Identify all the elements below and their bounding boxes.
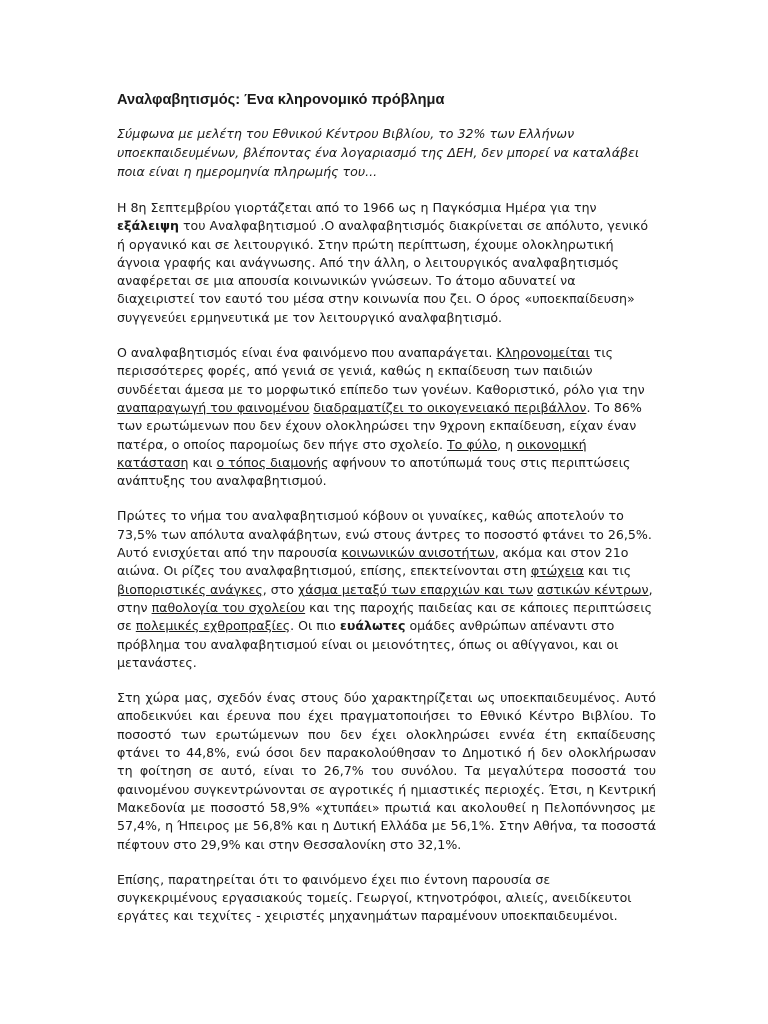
text-line: Η 8η Σεπτεμβρίου γιορτάζεται από το 1966 ως η Παγκόσμια Ημέρα για την	[117, 200, 597, 215]
text-line: μετανάστες.	[117, 654, 197, 670]
underlined-term: διαδραματίζει το οικογενειακό περιβάλλον	[313, 399, 587, 415]
text-line: ποσοστό των ερωτώμενων που δεν έχει ολοκληρώσει εννέα έτη εκπαίδευσης	[117, 726, 656, 742]
text-line: αναπαραγωγή του φαινομένου διαδραματίζει το οικογενειακό περιβάλλον. Το 86%	[117, 399, 642, 415]
text-line: Αυτό ενισχύεται από την παρουσία κοινωνικών ανισοτήτων, ακόμα και στον 21ο	[117, 545, 629, 561]
text-line: αναφέρεται σε μια απουσία κοινωνικών γνώσεων. Το άτομο αδυνατεί να	[117, 273, 576, 289]
text-line: πρόβλημα του αναλφαβητισμού είναι οι μειονότητες, όπως οι αθίγγανοι, και οι	[117, 636, 619, 652]
paragraph-3	[117, 507, 656, 672]
text-line: ή οργανικό και σε λειτουργικό. Στην πρώτη περίπτωση, έχουμε ολοκληρωτική	[117, 236, 614, 252]
lead-line: υποεκπαιδευμένων, βλέποντας ένα λογαριασμό της ΔΕΗ, δεν μπορεί να καταλάβει	[117, 145, 640, 160]
underlined-term: πολεμικές εχθροπραξίες	[135, 618, 291, 634]
underlined-term: χάσμα μεταξύ των επαρχιών και των	[298, 581, 534, 597]
text-line: αποδεικνύει και έρευνα που έχει πραγματοποιήσει το Εθνικό Κέντρο Βιβλίου. Το	[117, 708, 656, 724]
text-line: διαχειριστεί τον εαυτό του μέσα στην κοινωνία που ζει. Ο όρος «υποεκπαίδευση»	[117, 291, 635, 307]
paragraph-4	[117, 689, 656, 854]
underlined-term: Το φύλο	[446, 436, 498, 452]
underlined-term: παθολογία του σχολείου	[151, 599, 306, 615]
text-line: περισσότερες φορές, από γενιά σε γενιά, καθώς η εκπαίδευση των παιδιών	[117, 363, 593, 379]
text-line: σε πολεμικές εχθροπραξίες. Οι πιο ευάλωτες ομάδες ανθρώπων απέναντι στο	[117, 618, 615, 634]
bold-term: ευάλωτες	[339, 618, 406, 634]
text-line: Ο αναλφαβητισμός είναι ένα φαινόμενο που αναπαράγεται. Κληρονομείται τις	[117, 345, 613, 361]
bold-term: εξάλειψη	[117, 218, 179, 234]
text-line: Επίσης, παρατηρείται ότι το φαινόμενο έχει πιο έντονη παρουσία σε	[117, 871, 551, 887]
underlined-term: αστικών κέντρων	[537, 581, 649, 597]
text-line: των ερωτώμενων που δεν έχουν ολοκληρώσει την 9χρονη εκπαίδευση, είχαν έναν	[117, 418, 637, 434]
paragraph-1	[117, 199, 656, 327]
underlined-term: αναπαραγωγή του φαινομένου	[117, 399, 310, 415]
paragraph-2	[117, 344, 656, 490]
underlined-term: Κληρονομείται	[496, 345, 590, 361]
text-line: άγνοια γραφής και ανάγνωσης. Από την άλλη, ο λειτουργικός αναλφαβητισμός	[117, 254, 619, 270]
text-line: εξάλειψη του Αναλφαβητισμού .Ο αναλφαβητισμός διακρίνεται σε απόλυτο, γενικό	[117, 218, 649, 234]
text-line: 57,4%, η Ήπειρος με 56,8% και η Δυτική Ελλάδα με 56,1%. Στην Αθήνα, τα ποσοστά	[117, 818, 656, 834]
lead-line: Σύμφωνα με μελέτη του Εθνικού Κέντρου Βιβλίου, το 32% των Ελλήνων	[117, 126, 575, 141]
text-line: συγγενεύει ερμηνευτικά με τον λειτουργικό αναλφαβητισμό.	[117, 309, 503, 325]
paragraph-5	[117, 871, 656, 926]
text-line: βιοποριστικές ανάγκες, στο χάσμα μεταξύ των επαρχιών και των αστικών κέντρων,	[117, 581, 653, 597]
text-line: φαινομένου συγκεντρώνονται σε αγροτικές ή ημιαστικές περιοχές. Έτσι, η Κεντρική	[117, 781, 656, 797]
text-line: εργάτες και τεχνίτες - χειριστές μηχανημάτων παραμένουν υποεκπαιδευμένοι.	[117, 908, 618, 924]
text-line: ανάπτυξης του αναλφαβητισμού.	[117, 473, 327, 489]
text-line: φτάνει το 44,8%, ενώ όσοι δεν παρακολούθησαν το Δημοτικό ή δεν ολοκλήρωσαν	[117, 745, 656, 761]
text-line: συγκεκριμένους εργασιακούς τομείς. Γεωργοί, κτηνοτρόφοι, αλιείς, ανειδίκευτοι	[117, 890, 632, 906]
text-line: Πρώτες το νήμα του αναλφαβητισμού κόβουν οι γυναίκες, καθώς αποτελούν το	[117, 508, 624, 524]
text-line: τη φοίτηση σε αυτό, είναι το 26,7% του συνόλου. Τα μεγαλύτερα ποσοστά του	[117, 763, 656, 779]
text-line: Στη χώρα μας, σχεδόν ένας στους δύο χαρακτηρίζεται ως υποεκπαιδευμένος. Αυτό	[117, 690, 656, 706]
text-line: 73,5% των απόλυτα αναλφάβητων, ενώ στους άντρες το ποσοστό φτάνει το 26,5%.	[117, 526, 652, 542]
text-line: πέφτουν στο 29,9% και στην Θεσσαλονίκη στο 32,1%.	[117, 836, 462, 852]
lead-line: ποια είναι η ημερομηνία πληρωμής του...	[117, 164, 378, 179]
underlined-term: οικονομική	[517, 436, 587, 452]
underlined-term: κατάσταση	[117, 454, 189, 470]
underlined-term: φτώχεια	[530, 563, 584, 579]
text-line: κατάσταση και ο τόπος διαμονής αφήνουν το αποτύπωμά τους στις περιπτώσεις	[117, 454, 631, 470]
text-line: Μακεδονία με ποσοστό 58,9% «χτυπάει» πρωτιά και ακολουθεί η Πελοπόννησος με	[117, 799, 656, 815]
underlined-term: ο τόπος διαμονής	[216, 454, 329, 470]
text-line: πατέρα, ο οποίος παρομοίως δεν πήγε στο σχολείο. Το φύλο, η οικονομική	[117, 436, 587, 452]
text-line: συνδέεται άμεσα με το μορφωτικό επίπεδο των γονέων. Καθοριστικό, ρόλο για την	[117, 381, 645, 397]
article-title: Αναλφαβητισμός: Ένα κληρονομικό πρόβλημα	[117, 92, 445, 108]
text-line: στην παθολογία του σχολείου και της παροχής παιδείας και σε κάποιες περιπτώσεις	[117, 599, 652, 615]
underlined-term: βιοποριστικές ανάγκες	[117, 581, 263, 597]
article-lead	[117, 124, 656, 181]
underlined-term: κοινωνικών ανισοτήτων	[341, 545, 495, 561]
text-line: αιώνα. Οι ρίζες του αναλφαβητισμού, επίσης, επεκτείνονται στη φτώχεια και τις	[117, 563, 632, 579]
